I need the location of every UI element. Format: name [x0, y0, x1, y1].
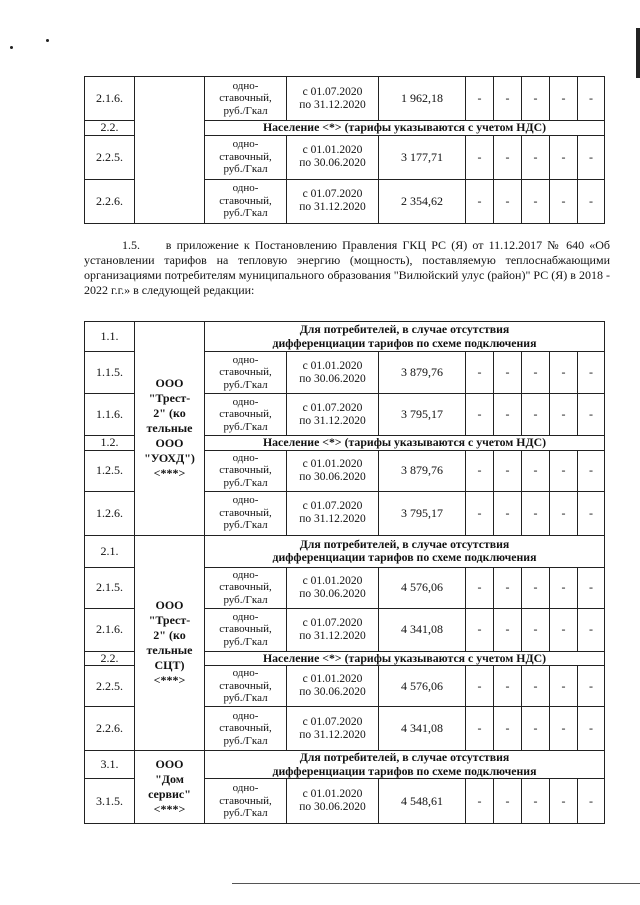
cell-line: ставочный,	[219, 366, 272, 379]
cell-line: ООО	[155, 597, 184, 612]
cell-line: по 30.06.2020	[299, 372, 366, 385]
cell-line: ставочный,	[219, 581, 272, 594]
row-number-cell: 2.2.	[85, 121, 135, 136]
tariff-value-cell: 4 576,06	[379, 666, 466, 707]
cell-line: тельные	[146, 420, 193, 435]
tariff-value-cell: 1 962,18	[379, 77, 466, 121]
cell-line: с 01.07.2020	[302, 715, 363, 728]
unit-cell	[205, 394, 287, 436]
table-row	[85, 535, 605, 567]
row-number-cell: 1.1.6.	[85, 394, 135, 436]
row-number-cell: 2.2.5.	[85, 666, 135, 707]
organization-cell	[135, 535, 205, 751]
cell-line: руб./Гкал	[223, 207, 268, 220]
empty-value-cell: -	[494, 135, 522, 179]
cell-line: руб./Гкал	[223, 593, 268, 606]
cell-line: руб./Гкал	[223, 378, 268, 391]
row-number-cell: 2.2.6.	[85, 707, 135, 751]
tariff-table-top	[84, 76, 605, 224]
cell-line: по 31.12.2020	[299, 201, 366, 213]
section-header-cell: Население <*> (тарифы указываются с учетом НДС)	[205, 651, 605, 666]
empty-value-cell: -	[550, 608, 578, 651]
cell-line: руб./Гкал	[223, 476, 268, 489]
cell-line: 2" (ко	[153, 405, 186, 420]
empty-value-cell: -	[466, 77, 494, 121]
cell-line: одно-	[232, 353, 259, 366]
cell-line: одно-	[232, 494, 259, 507]
row-number-cell: 2.1.	[85, 535, 135, 567]
cell-line: по 31.12.2020	[299, 513, 366, 525]
empty-value-cell: -	[494, 352, 522, 394]
cell-line: по 30.06.2020	[299, 157, 366, 169]
row-number-cell: 3.1.	[85, 751, 135, 779]
empty-value-cell: -	[550, 450, 578, 491]
cell-line: 2" (ко	[153, 627, 186, 642]
organization-cell	[135, 751, 205, 824]
cell-line: по 31.12.2020	[299, 629, 366, 642]
period-cell	[287, 779, 379, 824]
empty-value-cell: -	[550, 135, 578, 179]
unit-cell	[205, 779, 287, 824]
cell-line: одно-	[232, 182, 259, 195]
cell-line: с 01.01.2020	[302, 457, 363, 470]
empty-value-cell: -	[550, 394, 578, 436]
period-cell	[287, 135, 379, 179]
empty-value-cell: -	[522, 394, 550, 436]
empty-value-cell: -	[550, 707, 578, 751]
row-number-cell: 1.2.	[85, 436, 135, 451]
row-number-cell: 2.2.5.	[85, 135, 135, 179]
cell-line: с 01.01.2020	[302, 144, 363, 156]
cell-line: ставочный,	[219, 194, 272, 207]
cell-line: ставочный,	[219, 408, 272, 421]
cell-line: одно-	[232, 709, 259, 722]
unit-cell	[205, 707, 287, 751]
cell-line: по 30.06.2020	[299, 801, 366, 813]
table-row	[85, 322, 605, 352]
cell-line: ООО	[155, 757, 184, 771]
empty-value-cell: -	[550, 77, 578, 121]
cell-line: одно-	[232, 138, 259, 151]
cell-line: одно-	[232, 568, 259, 581]
section-header-cell	[205, 322, 605, 352]
tariff-value-cell: 4 341,08	[379, 608, 466, 651]
empty-value-cell: -	[550, 666, 578, 707]
cell-line: одно-	[232, 451, 259, 464]
section-header-cell: Население <*> (тарифы указываются с учетом НДС)	[205, 121, 605, 136]
tariff-value-cell: 4 576,06	[379, 567, 466, 608]
empty-value-cell: -	[578, 567, 605, 608]
cell-line: "Трест-	[148, 390, 191, 405]
unit-cell	[205, 135, 287, 179]
cell-line: с 01.07.2020	[302, 500, 363, 512]
tariff-table-main	[84, 321, 605, 824]
cell-line: по 31.12.2020	[299, 98, 366, 111]
empty-value-cell: -	[578, 707, 605, 751]
footer-rule	[232, 883, 640, 884]
row-number-cell: 2.2.6.	[85, 179, 135, 223]
table-row	[85, 77, 605, 121]
cell-line: дифференциации тарифов по схеме подключения	[272, 763, 537, 778]
tariff-value-cell: 4 548,61	[379, 779, 466, 824]
section-header-cell	[205, 535, 605, 567]
section-header-cell: Население <*> (тарифы указываются с учетом НДС)	[205, 436, 605, 451]
period-cell	[287, 394, 379, 436]
cell-line: руб./Гкал	[223, 163, 268, 176]
empty-value-cell: -	[494, 779, 522, 824]
unit-cell	[205, 608, 287, 651]
empty-value-cell: -	[578, 608, 605, 651]
scan-edge-mark	[636, 28, 640, 78]
cell-line: с 01.01.2020	[302, 574, 363, 587]
paragraph-number: 1.5.	[122, 238, 140, 252]
empty-value-cell: -	[550, 567, 578, 608]
cell-line: руб./Гкал	[223, 519, 268, 532]
cell-line: одно-	[232, 395, 259, 408]
cell-line: по 31.12.2020	[299, 414, 366, 427]
cell-line: Для потребителей, в случае отсутствия	[299, 750, 510, 764]
empty-value-cell: -	[550, 779, 578, 824]
empty-value-cell: -	[550, 179, 578, 223]
period-cell	[287, 608, 379, 651]
row-number-cell: 1.1.5.	[85, 352, 135, 394]
period-cell	[287, 666, 379, 707]
cell-line: руб./Гкал	[223, 807, 268, 820]
tariff-value-cell: 4 341,08	[379, 707, 466, 751]
cell-line: "Дом	[155, 772, 184, 786]
cell-line: "УОХД")	[144, 450, 195, 465]
empty-value-cell: -	[466, 666, 494, 707]
empty-value-cell: -	[466, 608, 494, 651]
unit-cell	[205, 450, 287, 491]
empty-value-cell: -	[466, 179, 494, 223]
row-number-cell: 2.2.	[85, 651, 135, 666]
empty-value-cell: -	[466, 450, 494, 491]
empty-value-cell: -	[522, 77, 550, 121]
empty-value-cell: -	[578, 491, 605, 535]
organization-cell	[135, 77, 205, 224]
empty-value-cell: -	[494, 179, 522, 223]
cell-line: СЦТ)	[154, 657, 185, 672]
empty-value-cell: -	[522, 567, 550, 608]
row-number-cell: 2.1.5.	[85, 567, 135, 608]
tariff-value-cell: 3 177,71	[379, 135, 466, 179]
unit-cell	[205, 567, 287, 608]
empty-value-cell: -	[522, 608, 550, 651]
cell-line: одно-	[232, 782, 259, 795]
empty-value-cell: -	[578, 394, 605, 436]
empty-value-cell: -	[494, 666, 522, 707]
empty-value-cell: -	[522, 352, 550, 394]
empty-value-cell: -	[494, 608, 522, 651]
row-number-cell: 2.1.6.	[85, 608, 135, 651]
cell-line: одно-	[232, 79, 259, 92]
empty-value-cell: -	[466, 394, 494, 436]
period-cell	[287, 352, 379, 394]
empty-value-cell: -	[578, 77, 605, 121]
cell-line: одно-	[232, 667, 259, 680]
cell-line: по 30.06.2020	[299, 470, 366, 483]
cell-line: Для потребителей, в случае отсутствия	[299, 536, 510, 551]
empty-value-cell: -	[494, 394, 522, 436]
period-cell	[287, 567, 379, 608]
paragraph-1-5	[84, 238, 610, 298]
period-cell	[287, 491, 379, 535]
cell-line: по 30.06.2020	[299, 686, 366, 698]
empty-value-cell: -	[522, 707, 550, 751]
cell-line: ставочный,	[219, 679, 272, 692]
cell-line: по 30.06.2020	[299, 587, 366, 600]
cell-line: руб./Гкал	[223, 734, 268, 747]
cell-line: <***>	[153, 672, 186, 687]
empty-value-cell: -	[578, 450, 605, 491]
unit-cell	[205, 352, 287, 394]
cell-line: <***>	[153, 802, 186, 816]
cell-line: одно-	[232, 610, 259, 623]
empty-value-cell: -	[522, 666, 550, 707]
empty-value-cell: -	[494, 567, 522, 608]
unit-cell	[205, 77, 287, 121]
cell-line: руб./Гкал	[223, 104, 268, 117]
cell-line: сервис"	[148, 787, 191, 801]
empty-value-cell: -	[522, 450, 550, 491]
cell-line: с 01.07.2020	[302, 616, 363, 629]
period-cell	[287, 179, 379, 223]
tariff-value-cell: 3 879,76	[379, 352, 466, 394]
period-cell	[287, 707, 379, 751]
row-number-cell: 3.1.5.	[85, 779, 135, 824]
cell-line: ставочный,	[219, 623, 272, 636]
cell-line: ООО	[155, 435, 184, 450]
cell-line: с 01.07.2020	[302, 188, 363, 200]
empty-value-cell: -	[522, 779, 550, 824]
cell-line: <***>	[153, 465, 186, 480]
table-row	[85, 751, 605, 779]
tariff-value-cell: 3 795,17	[379, 491, 466, 535]
paragraph-text: в приложение к Постановлению Правления ГКЦ РС (Я) от 11.12.2017 № 640 «Об установлении тарифов на тепловую энергию (мощность), поставляемую теплоснабжающими организациями потребителям муниципального образования "Вилюйский улус (район)" РС (Я) в 2018 - 2022 г.г.» в следующей редакции:	[84, 238, 610, 297]
row-number-cell: 1.2.5.	[85, 450, 135, 491]
cell-line: тельные	[146, 642, 193, 657]
empty-value-cell: -	[466, 491, 494, 535]
cell-line: "Трест-	[148, 612, 191, 627]
row-number-cell: 1.2.6.	[85, 491, 135, 535]
cell-line: ставочный,	[219, 794, 272, 807]
empty-value-cell: -	[466, 707, 494, 751]
cell-line: ставочный,	[219, 150, 272, 163]
cell-line: дифференциации тарифов по схеме подключения	[272, 550, 537, 564]
unit-cell	[205, 491, 287, 535]
empty-value-cell: -	[522, 179, 550, 223]
cell-line: руб./Гкал	[223, 420, 268, 433]
row-number-cell: 1.1.	[85, 322, 135, 352]
empty-value-cell: -	[550, 352, 578, 394]
empty-value-cell: -	[494, 491, 522, 535]
empty-value-cell: -	[522, 135, 550, 179]
cell-line: ставочный,	[219, 464, 272, 477]
empty-value-cell: -	[578, 179, 605, 223]
unit-cell	[205, 179, 287, 223]
cell-line: с 01.07.2020	[302, 401, 363, 414]
cell-line: ставочный,	[219, 722, 272, 735]
cell-line: с 01.01.2020	[302, 359, 363, 372]
cell-line: ООО	[155, 375, 184, 390]
empty-value-cell: -	[522, 491, 550, 535]
section-header-cell	[205, 751, 605, 779]
unit-cell	[205, 666, 287, 707]
empty-value-cell: -	[466, 779, 494, 824]
empty-value-cell: -	[494, 77, 522, 121]
cell-line: Для потребителей, в случае отсутствия	[299, 322, 510, 336]
empty-value-cell: -	[494, 707, 522, 751]
cell-line: с 01.01.2020	[302, 788, 363, 800]
tariff-value-cell: 3 795,17	[379, 394, 466, 436]
cell-line: с 01.01.2020	[302, 673, 363, 685]
empty-value-cell: -	[466, 352, 494, 394]
scan-specks	[10, 34, 60, 54]
cell-line: дифференциации тарифов по схеме подключения	[272, 335, 537, 350]
tariff-value-cell: 3 879,76	[379, 450, 466, 491]
cell-line: ставочный,	[219, 506, 272, 519]
empty-value-cell: -	[578, 779, 605, 824]
cell-line: ставочный,	[219, 92, 272, 105]
cell-line: по 31.12.2020	[299, 728, 366, 741]
row-number-cell: 2.1.6.	[85, 77, 135, 121]
cell-line: руб./Гкал	[223, 635, 268, 648]
period-cell	[287, 450, 379, 491]
empty-value-cell: -	[466, 135, 494, 179]
empty-value-cell: -	[578, 352, 605, 394]
empty-value-cell: -	[466, 567, 494, 608]
cell-line: с 01.07.2020	[302, 85, 363, 98]
empty-value-cell: -	[578, 666, 605, 707]
empty-value-cell: -	[578, 135, 605, 179]
empty-value-cell: -	[550, 491, 578, 535]
cell-line: руб./Гкал	[223, 692, 268, 705]
organization-cell	[135, 322, 205, 536]
tariff-value-cell: 2 354,62	[379, 179, 466, 223]
period-cell	[287, 77, 379, 121]
empty-value-cell: -	[494, 450, 522, 491]
